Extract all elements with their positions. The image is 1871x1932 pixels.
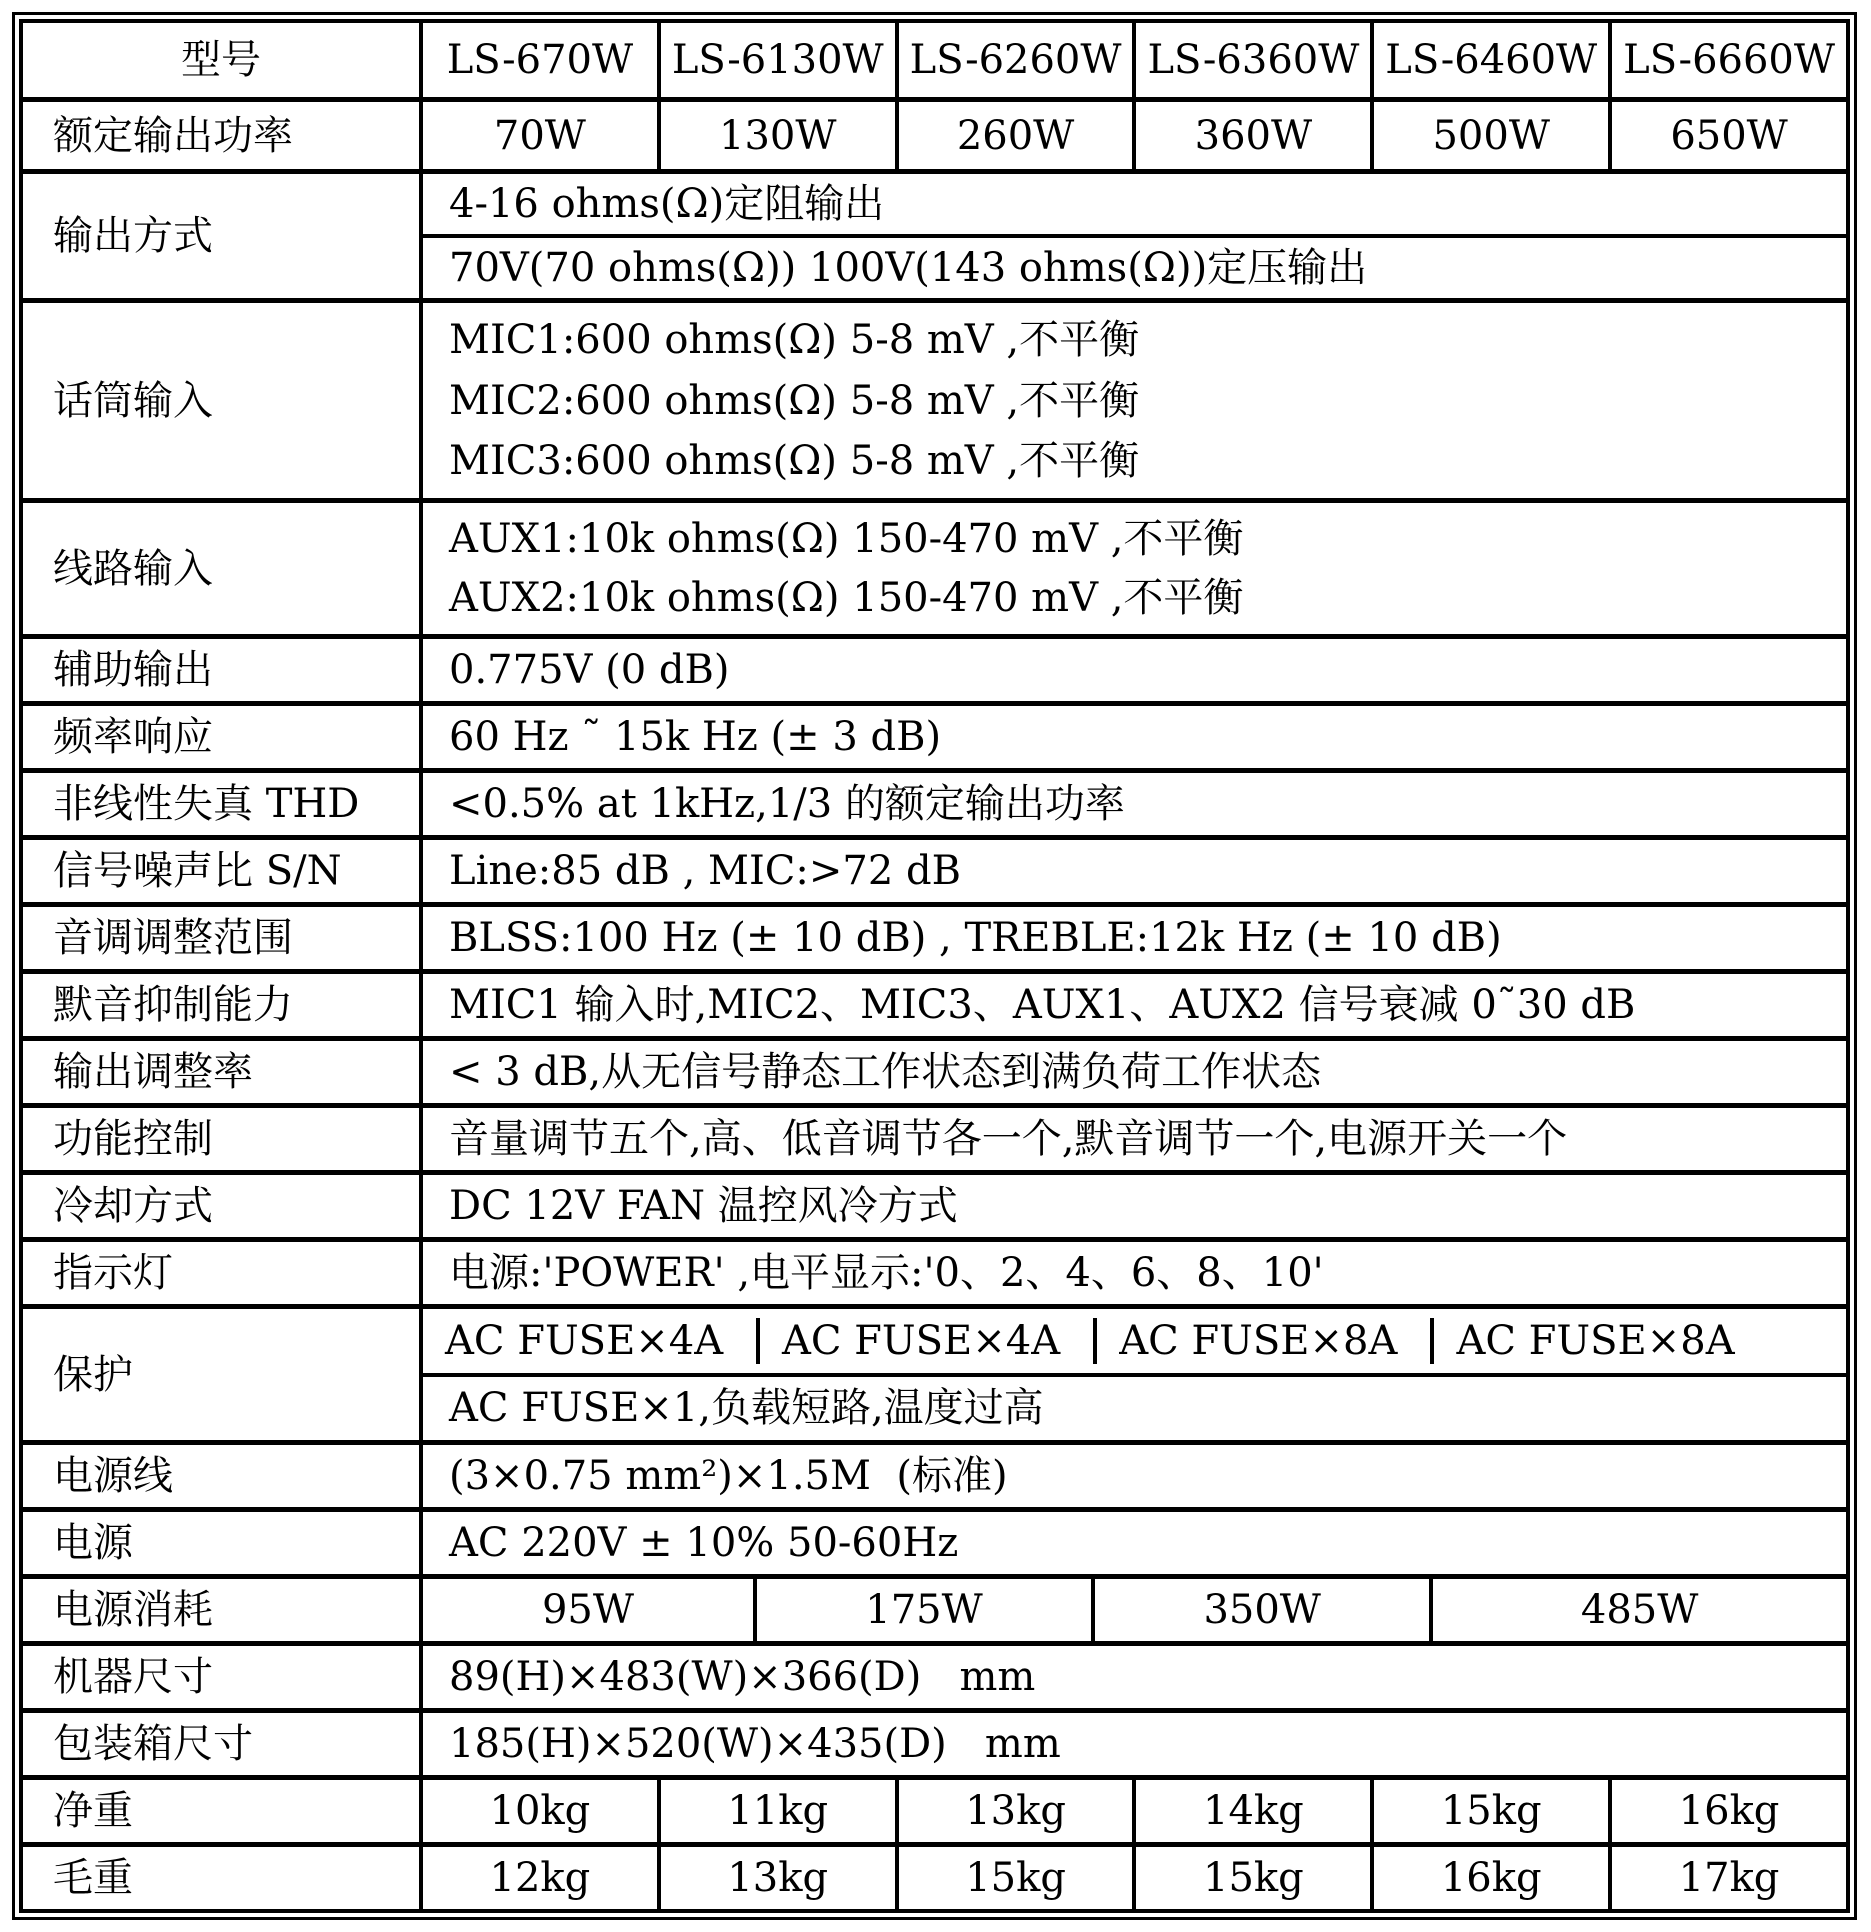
power-supply-value: AC 220V ± 10% 50-60Hz [419,1512,1846,1574]
row-label-gross-weight: 毛重 [53,1855,133,1901]
gross-weight-value: 15kg [1132,1847,1370,1909]
gross-weight-value: 12kg [419,1847,657,1909]
table-row-power-supply [23,1507,1846,1574]
power-consumption-value: 175W [753,1579,1091,1641]
table-row-freq-response [23,701,1846,768]
mic-input-cell [419,303,1846,498]
table-row-aux-output [23,634,1846,701]
model-name: LS-6360W [1132,23,1370,97]
fuse-spec: AC FUSE×8A [1430,1318,1846,1364]
net-weight-value: 16kg [1608,1780,1846,1842]
row-label-power-consumption: 电源消耗 [53,1587,213,1633]
table-row-package-size [23,1708,1846,1775]
row-label-mute-suppression: 默音抑制能力 [53,982,293,1028]
model-name: LS-6260W [895,23,1133,97]
gross-weight-cells [419,1847,1846,1909]
net-weight-cells [419,1780,1846,1842]
row-label-output-mode: 输出方式 [53,213,213,259]
row-label-line-input: 线路输入 [53,545,213,592]
rated-power-value: 260W [895,102,1133,169]
line-input-cell [419,503,1846,634]
aux1-spec: AUX1:10k ohms(Ω) 150-470 mV ,不平衡 [449,516,1244,562]
table-row-output-regulation [23,1036,1846,1103]
rated-power-value: 650W [1608,102,1846,169]
fuse-spec: AC FUSE×4A [756,1318,1093,1364]
gross-weight-value: 15kg [895,1847,1133,1909]
unit-size-value: 89(H)×483(W)×366(D) mm [419,1646,1846,1708]
fuse-spec: AC FUSE×8A [1093,1318,1430,1364]
protection-fuse-row [423,1309,1846,1373]
row-label-model: 型号 [181,37,261,83]
net-weight-value: 15kg [1370,1780,1608,1842]
table-row-thd [23,768,1846,835]
table-row-mute-suppression [23,969,1846,1036]
table-row-cooling [23,1170,1846,1237]
net-weight-value: 13kg [895,1780,1133,1842]
rated-power-cells [419,102,1846,169]
table-row-gross-weight [23,1842,1846,1909]
output-mode-constant-impedance: 4-16 ohms(Ω)定阻输出 [449,181,885,227]
power-consumption-value: 485W [1429,1579,1846,1641]
output-mode-constant-voltage: 70V(70 ohms(Ω)) 100V(143 ohms(Ω))定压输出 [423,234,1846,298]
table-row-model [23,23,1846,97]
row-label-freq-response: 频率响应 [53,714,213,760]
table-row-unit-size [23,1641,1846,1708]
model-name: LS-6130W [657,23,895,97]
aux-output-value: 0.775V (0 dB) [419,639,1846,701]
row-label-function-control: 功能控制 [53,1116,213,1162]
snr-value: Line:85 dB , MIC:>72 dB [419,840,1846,902]
model-name: LS-6660W [1608,23,1846,97]
power-consumption-value: 350W [1091,1579,1429,1641]
indicators-value: 电源:'POWER' ,电平显示:'0、2、4、6、8、10' [419,1242,1846,1304]
net-weight-value: 11kg [657,1780,895,1842]
freq-response-value: 60 Hz ˜ 15k Hz (± 3 dB) [419,706,1846,768]
gross-weight-value: 13kg [657,1847,895,1909]
amplifier-spec-table [19,19,1850,1913]
row-label-unit-size: 机器尺寸 [53,1654,213,1700]
row-label-output-regulation: 输出调整率 [53,1049,253,1095]
rated-power-value: 70W [419,102,657,169]
row-label-tone-range: 音调调整范围 [53,915,293,961]
model-name: LS-670W [419,23,657,97]
rated-power-value: 500W [1370,102,1608,169]
rated-power-value: 360W [1132,102,1370,169]
model-name: LS-6460W [1370,23,1608,97]
output-regulation-value: < 3 dB,从无信号静态工作状态到满负荷工作状态 [419,1041,1846,1103]
table-row-indicators [23,1237,1846,1304]
table-row-function-control [23,1103,1846,1170]
row-label-power-supply: 电源 [53,1520,133,1566]
table-row-mic-input [23,298,1846,498]
row-label-thd: 非线性失真 THD [53,781,360,827]
aux2-spec: AUX2:10k ohms(Ω) 150-470 mV ,不平衡 [449,575,1244,621]
net-weight-value: 14kg [1132,1780,1370,1842]
table-row-output-mode [23,169,1846,298]
table-row-power-cord [23,1440,1846,1507]
mic1-spec: MIC1:600 ohms(Ω) 5-8 mV ,不平衡 [449,317,1140,364]
table-outer-frame [12,12,1857,1920]
table-row-line-input [23,498,1846,634]
row-label-cooling: 冷却方式 [53,1183,213,1229]
tone-range-value: BLSS:100 Hz (± 10 dB) , TREBLE:12k Hz (± 10 dB) [419,907,1846,969]
cooling-value: DC 12V FAN 温控风冷方式 [419,1175,1846,1237]
fuse-spec: AC FUSE×4A [445,1317,724,1364]
mute-suppression-value: MIC1 输入时,MIC2、MIC3、AUX1、AUX2 信号衰减 0˜30 dB [419,974,1846,1036]
mic3-spec: MIC3:600 ohms(Ω) 5-8 mV ,不平衡 [449,437,1140,484]
table-row-snr [23,835,1846,902]
power-consumption-value: 95W [419,1579,753,1641]
rated-power-value: 130W [657,102,895,169]
model-cells [419,23,1846,97]
mic2-spec: MIC2:600 ohms(Ω) 5-8 mV ,不平衡 [449,377,1140,424]
output-mode-cells [419,174,1846,298]
thd-value: <0.5% at 1kHz,1/3 的额定输出功率 [419,773,1846,835]
table-row-rated-power [23,97,1846,169]
net-weight-value: 10kg [419,1780,657,1842]
row-label-aux-output: 辅助输出 [53,647,213,693]
row-label-mic-input: 话筒输入 [53,377,213,424]
row-label-net-weight: 净重 [53,1788,133,1834]
protection-note: AC FUSE×1,负载短路,温度过高 [423,1373,1846,1441]
gross-weight-value: 17kg [1608,1847,1846,1909]
table-row-protection [23,1304,1846,1440]
row-label-indicators: 指示灯 [53,1250,173,1296]
protection-cells [419,1309,1846,1440]
table-row-net-weight [23,1775,1846,1842]
power-cord-value: (3×0.75 mm²)×1.5M (标准) [419,1445,1846,1507]
table-row-power-consumption [23,1574,1846,1641]
row-label-package-size: 包装箱尺寸 [53,1721,253,1767]
row-label-rated-power: 额定输出功率 [53,112,293,159]
package-size-value: 185(H)×520(W)×435(D) mm [419,1713,1846,1775]
row-label-snr: 信号噪声比 S/N [53,848,342,894]
function-control-value: 音量调节五个,高、低音调节各一个,默音调节一个,电源开关一个 [419,1108,1846,1170]
row-label-protection: 保护 [53,1351,133,1398]
gross-weight-value: 16kg [1370,1847,1608,1909]
power-consumption-cells [419,1579,1846,1641]
table-row-tone-range [23,902,1846,969]
row-label-power-cord: 电源线 [53,1453,173,1499]
